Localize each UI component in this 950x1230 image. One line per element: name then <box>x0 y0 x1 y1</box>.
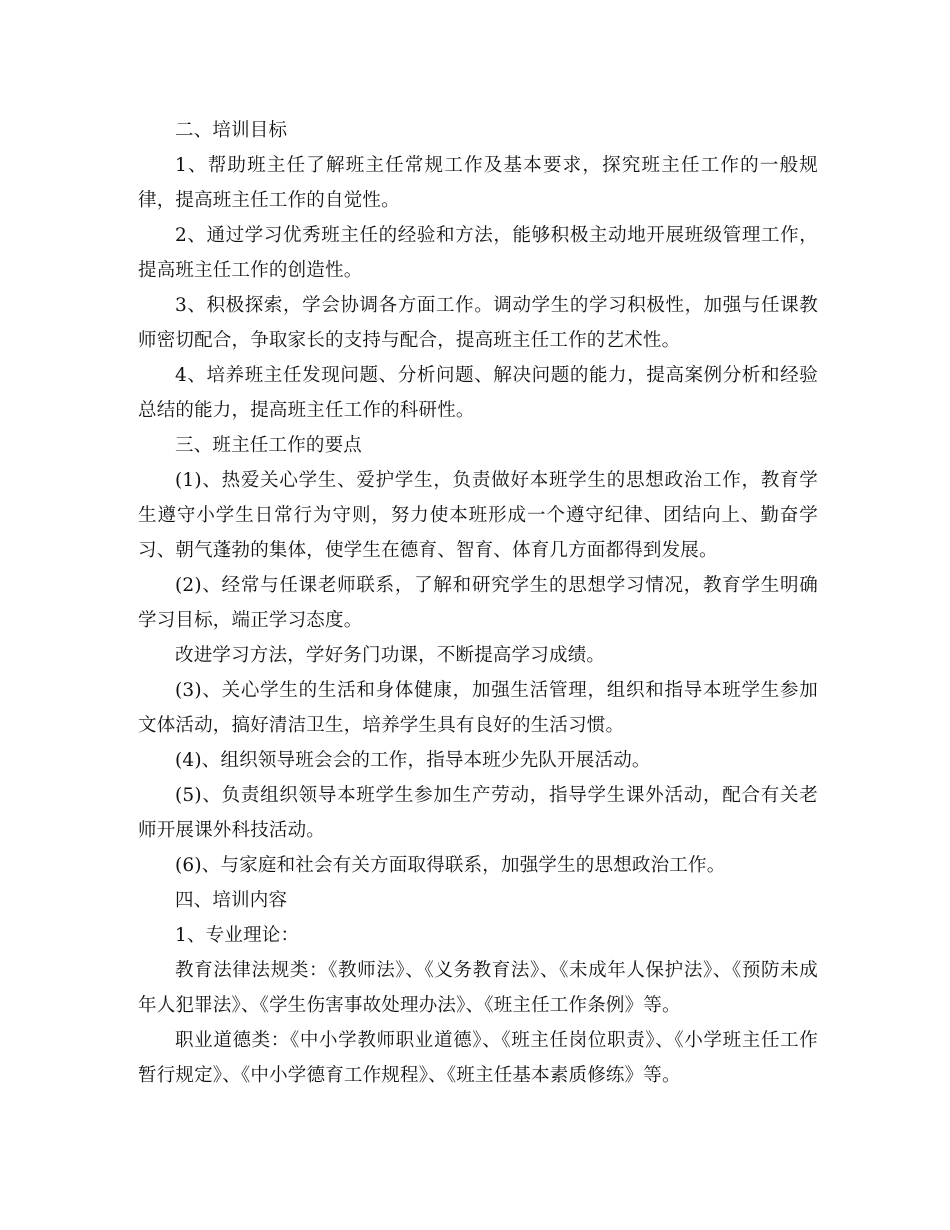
key-point-2: (2)、经常与任课老师联系，了解和研究学生的思想学习情况，教育学生明确学习目标，端正学习态度。 <box>138 575 818 631</box>
section-heading-training-goals: 二、培训目标 <box>175 120 288 141</box>
goal-item-3: 3、积极探索，学会协调各方面工作。调动学生的学习积极性，加强与任课教师密切配合，争取家长的支持与配合，提高班主任工作的艺术性。 <box>138 295 818 351</box>
section-heading-training-content: 四、培训内容 <box>175 890 288 911</box>
content-laws-regulations: 教育法律法规类：《教师法》、《义务教育法》、《未成年人保护法》、《预防未成年人犯罪法》、《学生伤害事故处理办法》、《班主任工作条例》等。 <box>138 960 818 1016</box>
key-point-4: (4)、组织领导班会会的工作，指导本班少先队开展活动。 <box>175 750 651 771</box>
key-point-2-continued: 改进学习方法，学好务门功课，不断提高学习成绩。 <box>175 645 606 666</box>
content-professional-ethics: 职业道德类：《中小学教师职业道德》、《班主任岗位职责》、《小学班主任工作暂行规定》、《中小学德育工作规程》、《班主任基本素质修练》等。 <box>138 1030 818 1086</box>
key-point-5: (5)、负责组织领导本班学生参加生产劳动，指导学生课外活动，配合有关老师开展课外科技活动。 <box>138 785 818 841</box>
goal-item-4: 4、培养班主任发现问题、分析问题、解决问题的能力，提高案例分析和经验总结的能力，提高班主任工作的科研性。 <box>138 365 818 421</box>
document-body <box>138 113 818 1093</box>
key-point-3: (3)、关心学生的生活和身体健康，加强生活管理，组织和指导本班学生参加文体活动，搞好清洁卫生，培养学生具有良好的生活习惯。 <box>138 680 818 736</box>
goal-item-2: 2、通过学习优秀班主任的经验和方法，能够积极主动地开展班级管理工作，提高班主任工作的创造性。 <box>138 225 818 281</box>
section-heading-key-points: 三、班主任工作的要点 <box>175 435 363 456</box>
content-subheading-theory: 1、专业理论： <box>175 925 300 946</box>
goal-item-1: 1、帮助班主任了解班主任常规工作及基本要求，探究班主任工作的一般规律，提高班主任工作的自觉性。 <box>138 155 818 211</box>
key-point-6: (6)、与家庭和社会有关方面取得联系，加强学生的思想政治工作。 <box>175 855 726 876</box>
key-point-1: (1)、热爱关心学生、爱护学生，负责做好本班学生的思想政治工作，教育学生遵守小学生日常行为守则，努力使本班形成一个遵守纪律、团结向上、勤奋学习、朝气蓬勃的集体，使学生在德育、智育、体育几方面都得到发展。 <box>138 470 818 561</box>
